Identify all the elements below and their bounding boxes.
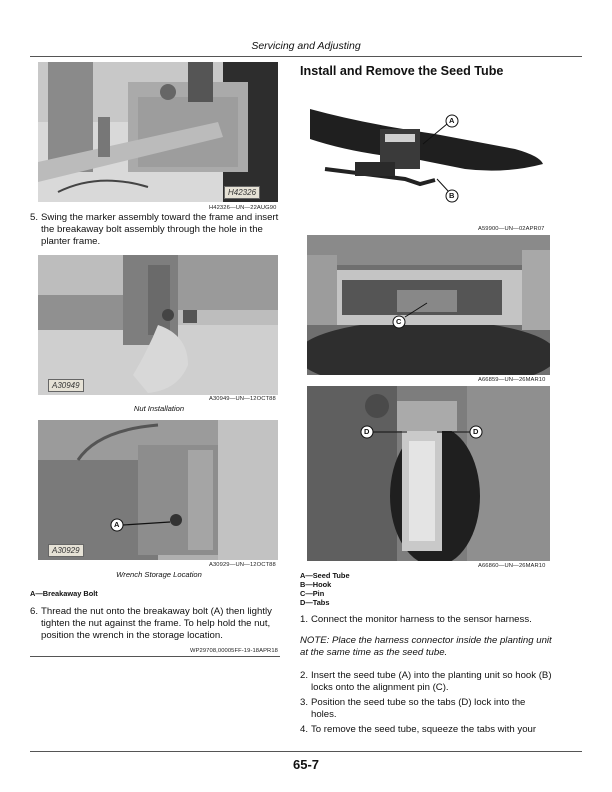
step-6: [30, 606, 280, 641]
figure-code: A59900—UN—02APR07: [478, 226, 545, 232]
legend-item: A—Seed Tube: [300, 571, 350, 580]
figure-caption: Wrench Storage Location: [116, 570, 202, 579]
step-text: Thread the nut onto the breakaway bolt (A) then lightly tighten the nut against the frame. To help hold the nut, position the wrench in the storage location.: [41, 606, 272, 641]
callout-b: B: [449, 191, 455, 200]
legend-item: B—Hook: [300, 580, 332, 589]
callout-d-right: D: [473, 427, 479, 436]
nut-installation-photo: [38, 255, 278, 395]
figure-code: A66859—UN—26MAR10: [478, 377, 546, 383]
step-5: [30, 212, 280, 247]
reference-code: WP29708,00005FF-19-18APR18: [190, 648, 278, 654]
step-number: 4.: [300, 724, 309, 735]
step-1: [300, 614, 552, 626]
callout-d-left: D: [364, 427, 370, 436]
step-number: 6.: [30, 606, 39, 617]
figure-code: H42326—UN—22AUG90: [209, 205, 277, 211]
photo-stamp: H42326: [224, 186, 260, 199]
figure-code: A30949—UN—12OCT88: [209, 396, 276, 402]
running-header: Servicing and Adjusting: [251, 40, 361, 52]
step-number: 2.: [300, 670, 309, 681]
photo-stamp: A30929: [48, 544, 84, 557]
callout-a: A: [114, 520, 120, 529]
planting-unit-photo: [307, 235, 550, 375]
step-text: To remove the seed tube, squeeze the tabs with your: [311, 724, 537, 735]
step-number: 1.: [300, 614, 309, 625]
figure-code: A30929—UN—12OCT88: [209, 562, 276, 568]
figure-code: A66860—UN—26MAR10: [478, 563, 546, 569]
header-rule: [30, 56, 582, 57]
step-text: Insert the seed tube (A) into the planting unit so hook (B) locks onto the alignment pin (C).: [311, 670, 552, 693]
step-4: [300, 724, 552, 736]
seed-tube-photo: [305, 84, 550, 214]
step-text: Connect the monitor harness to the sensor harness.: [311, 614, 532, 625]
section-title: Install and Remove the Seed Tube: [300, 64, 504, 78]
step-3: [300, 697, 552, 721]
wrench-storage-photo: [38, 420, 278, 560]
legend: A—Breakaway Bolt: [30, 589, 98, 598]
note: NOTE: Place the harness connector inside the planting unit at the same time as the seed tube.: [300, 635, 552, 658]
photo-stamp: A30949: [48, 379, 84, 392]
step-2: [300, 670, 552, 694]
step-number: 3.: [300, 697, 309, 708]
page-number: 65-7: [292, 757, 320, 772]
step-number: 5.: [30, 212, 39, 223]
legend-item: C—Pin: [300, 589, 325, 598]
callout-a: A: [449, 116, 455, 125]
callout-c: C: [396, 317, 402, 326]
step-text: Position the seed tube so the tabs (D) lock into the holes.: [311, 697, 526, 720]
section-rule: [30, 656, 280, 657]
seed-tube-tabs-photo: [307, 386, 550, 561]
figure-caption: Nut Installation: [133, 404, 185, 413]
footer-rule: [30, 751, 582, 752]
legend-item: D—Tabs: [300, 598, 330, 607]
legend: [300, 571, 350, 607]
step-text: Swing the marker assembly toward the frame and insert the breakaway bolt assembly through the hole in the planter frame.: [41, 212, 279, 247]
marker-assembly-photo: [38, 62, 278, 202]
